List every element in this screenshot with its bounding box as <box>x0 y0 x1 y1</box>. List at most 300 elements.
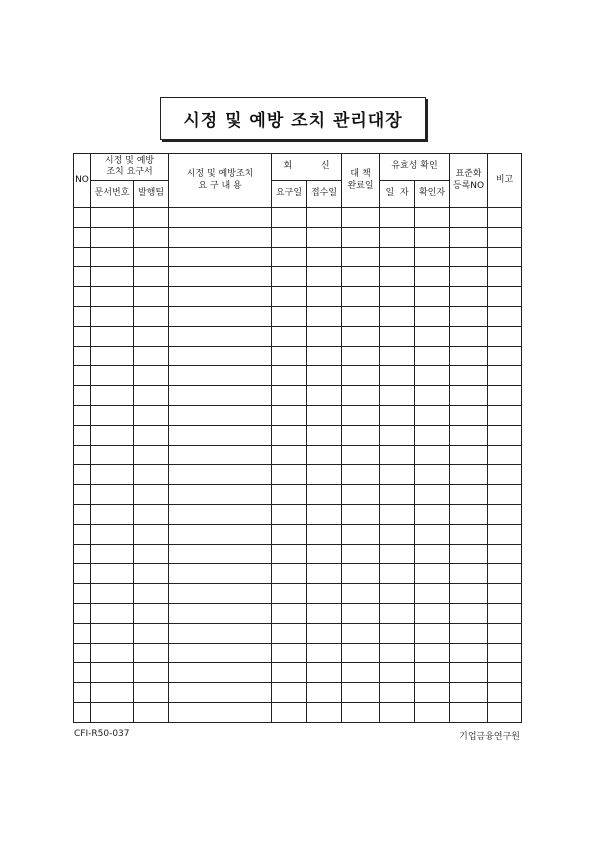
table-cell[interactable] <box>272 584 307 604</box>
table-cell[interactable] <box>169 485 272 505</box>
table-cell[interactable] <box>169 465 272 485</box>
table-cell[interactable] <box>307 485 342 505</box>
table-cell[interactable] <box>450 208 488 228</box>
table-cell[interactable] <box>342 208 380 228</box>
table-cell[interactable] <box>91 465 134 485</box>
table-row <box>74 287 522 307</box>
table-cell[interactable] <box>272 485 307 505</box>
table-cell[interactable] <box>134 564 169 584</box>
table-cell[interactable] <box>74 504 91 524</box>
table-cell[interactable] <box>74 227 91 247</box>
table-cell[interactable] <box>272 306 307 326</box>
table-cell[interactable] <box>342 564 380 584</box>
table-cell[interactable] <box>272 287 307 307</box>
table-cell[interactable] <box>380 445 415 465</box>
table-cell[interactable] <box>450 247 488 267</box>
table-cell[interactable] <box>272 386 307 406</box>
table-cell[interactable] <box>488 584 522 604</box>
table-cell[interactable] <box>415 326 450 346</box>
table-cell[interactable] <box>91 524 134 544</box>
table-cell[interactable] <box>307 386 342 406</box>
table-cell[interactable] <box>488 326 522 346</box>
table-cell[interactable] <box>380 663 415 683</box>
table-cell[interactable] <box>134 287 169 307</box>
table-cell[interactable] <box>488 267 522 287</box>
table-cell[interactable] <box>380 524 415 544</box>
table-cell[interactable] <box>74 366 91 386</box>
table-cell[interactable] <box>380 643 415 663</box>
table-cell[interactable] <box>169 524 272 544</box>
table-cell[interactable] <box>380 603 415 623</box>
table-cell[interactable] <box>134 247 169 267</box>
table-cell[interactable] <box>91 405 134 425</box>
table-cell[interactable] <box>169 346 272 366</box>
table-cell[interactable] <box>272 405 307 425</box>
table-cell[interactable] <box>134 663 169 683</box>
table-cell[interactable] <box>307 564 342 584</box>
table-cell[interactable] <box>488 465 522 485</box>
table-cell[interactable] <box>488 603 522 623</box>
table-row <box>74 524 522 544</box>
table-row <box>74 227 522 247</box>
table-row <box>74 485 522 505</box>
table-cell[interactable] <box>272 603 307 623</box>
table-cell[interactable] <box>272 445 307 465</box>
table-cell[interactable] <box>307 683 342 703</box>
table-cell[interactable] <box>450 544 488 564</box>
table-cell[interactable] <box>134 267 169 287</box>
table-cell[interactable] <box>342 524 380 544</box>
table-cell[interactable] <box>415 346 450 366</box>
table-cell[interactable] <box>415 623 450 643</box>
table-cell[interactable] <box>380 346 415 366</box>
table-cell[interactable] <box>488 306 522 326</box>
table-cell[interactable] <box>488 405 522 425</box>
table-cell[interactable] <box>380 208 415 228</box>
table-cell[interactable] <box>74 386 91 406</box>
table-cell[interactable] <box>450 663 488 683</box>
table-cell[interactable] <box>450 306 488 326</box>
table-cell[interactable] <box>74 524 91 544</box>
table-cell[interactable] <box>134 524 169 544</box>
table-cell[interactable] <box>74 603 91 623</box>
table-cell[interactable] <box>342 643 380 663</box>
table-cell[interactable] <box>307 247 342 267</box>
table-cell[interactable] <box>342 504 380 524</box>
table-cell[interactable] <box>415 564 450 584</box>
table-cell[interactable] <box>91 683 134 703</box>
table-cell[interactable] <box>134 623 169 643</box>
table-row <box>74 346 522 366</box>
table-cell[interactable] <box>450 405 488 425</box>
table-cell[interactable] <box>488 564 522 584</box>
table-cell[interactable] <box>450 425 488 445</box>
table-cell[interactable] <box>450 267 488 287</box>
table-cell[interactable] <box>342 623 380 643</box>
table-cell[interactable] <box>307 445 342 465</box>
table-cell[interactable] <box>272 326 307 346</box>
table-cell[interactable] <box>342 584 380 604</box>
table-cell[interactable] <box>342 702 380 722</box>
table-cell[interactable] <box>488 702 522 722</box>
table-cell[interactable] <box>488 247 522 267</box>
table-cell[interactable] <box>415 603 450 623</box>
table-cell[interactable] <box>74 702 91 722</box>
table-cell[interactable] <box>342 386 380 406</box>
table-cell[interactable] <box>450 465 488 485</box>
table-cell[interactable] <box>91 485 134 505</box>
table-cell[interactable] <box>307 584 342 604</box>
table-cell[interactable] <box>272 544 307 564</box>
table-cell[interactable] <box>415 702 450 722</box>
table-cell[interactable] <box>342 267 380 287</box>
table-cell[interactable] <box>488 544 522 564</box>
table-cell[interactable] <box>380 366 415 386</box>
table-cell[interactable] <box>307 306 342 326</box>
table-cell[interactable] <box>488 485 522 505</box>
table-cell[interactable] <box>134 306 169 326</box>
table-cell[interactable] <box>415 485 450 505</box>
table-cell[interactable] <box>450 524 488 544</box>
table-cell[interactable] <box>415 306 450 326</box>
table-cell[interactable] <box>342 287 380 307</box>
table-cell[interactable] <box>415 267 450 287</box>
table-cell[interactable] <box>134 425 169 445</box>
table-cell[interactable] <box>169 603 272 623</box>
table-cell[interactable] <box>450 386 488 406</box>
table-cell[interactable] <box>169 702 272 722</box>
table-cell[interactable] <box>134 603 169 623</box>
table-cell[interactable] <box>450 366 488 386</box>
table-cell[interactable] <box>380 623 415 643</box>
table-cell[interactable] <box>450 623 488 643</box>
header-standard-line2: 등록NO <box>452 180 485 191</box>
table-cell[interactable] <box>450 287 488 307</box>
table-cell[interactable] <box>272 623 307 643</box>
table-cell[interactable] <box>91 564 134 584</box>
table-cell[interactable] <box>74 346 91 366</box>
table-cell[interactable] <box>169 366 272 386</box>
table-cell[interactable] <box>134 326 169 346</box>
table-row <box>74 584 522 604</box>
table-cell[interactable] <box>380 702 415 722</box>
table-cell[interactable] <box>488 663 522 683</box>
table-cell[interactable] <box>380 227 415 247</box>
table-cell[interactable] <box>169 643 272 663</box>
table-cell[interactable] <box>134 445 169 465</box>
table-cell[interactable] <box>342 683 380 703</box>
table-cell[interactable] <box>488 524 522 544</box>
table-cell[interactable] <box>134 485 169 505</box>
table-cell[interactable] <box>415 663 450 683</box>
table-cell[interactable] <box>307 544 342 564</box>
table-cell[interactable] <box>74 247 91 267</box>
table-cell[interactable] <box>380 326 415 346</box>
table-cell[interactable] <box>134 504 169 524</box>
table-cell[interactable] <box>169 306 272 326</box>
table-cell[interactable] <box>488 643 522 663</box>
table-cell[interactable] <box>488 445 522 465</box>
table-cell[interactable] <box>91 663 134 683</box>
table-cell[interactable] <box>307 663 342 683</box>
table-cell[interactable] <box>272 663 307 683</box>
table-cell[interactable] <box>169 663 272 683</box>
table-cell[interactable] <box>415 683 450 703</box>
header-request-date: 요구일 <box>272 181 307 208</box>
table-cell[interactable] <box>74 425 91 445</box>
table-cell[interactable] <box>307 366 342 386</box>
table-cell[interactable] <box>380 306 415 326</box>
table-cell[interactable] <box>169 504 272 524</box>
table-cell[interactable] <box>169 405 272 425</box>
table-cell[interactable] <box>380 504 415 524</box>
table-cell[interactable] <box>74 683 91 703</box>
table-cell[interactable] <box>415 425 450 445</box>
table-cell[interactable] <box>74 623 91 643</box>
table-cell[interactable] <box>342 247 380 267</box>
table-cell[interactable] <box>488 623 522 643</box>
table-cell[interactable] <box>74 663 91 683</box>
table-cell[interactable] <box>488 366 522 386</box>
table-cell[interactable] <box>415 445 450 465</box>
table-cell[interactable] <box>134 702 169 722</box>
table-cell[interactable] <box>91 247 134 267</box>
table-cell[interactable] <box>307 227 342 247</box>
table-cell[interactable] <box>169 584 272 604</box>
table-row <box>74 386 522 406</box>
table-cell[interactable] <box>74 306 91 326</box>
table-cell[interactable] <box>415 366 450 386</box>
table-cell[interactable] <box>307 346 342 366</box>
table-cell[interactable] <box>450 564 488 584</box>
table-cell[interactable] <box>91 702 134 722</box>
table-cell[interactable] <box>169 247 272 267</box>
table-cell[interactable] <box>134 465 169 485</box>
table-cell[interactable] <box>307 405 342 425</box>
table-cell[interactable] <box>169 208 272 228</box>
table-cell[interactable] <box>415 465 450 485</box>
table-cell[interactable] <box>169 564 272 584</box>
table-cell[interactable] <box>342 603 380 623</box>
table-cell[interactable] <box>488 386 522 406</box>
table-cell[interactable] <box>450 702 488 722</box>
table-cell[interactable] <box>488 208 522 228</box>
table-cell[interactable] <box>272 208 307 228</box>
table-cell[interactable] <box>415 643 450 663</box>
table-cell[interactable] <box>74 485 91 505</box>
table-cell[interactable] <box>488 227 522 247</box>
table-cell[interactable] <box>342 485 380 505</box>
table-cell[interactable] <box>91 425 134 445</box>
table-cell[interactable] <box>488 504 522 524</box>
table-cell[interactable] <box>307 465 342 485</box>
table-cell[interactable] <box>380 544 415 564</box>
table-cell[interactable] <box>272 227 307 247</box>
table-cell[interactable] <box>415 386 450 406</box>
table-cell[interactable] <box>74 544 91 564</box>
table-cell[interactable] <box>415 544 450 564</box>
table-cell[interactable] <box>74 584 91 604</box>
table-cell[interactable] <box>307 326 342 346</box>
table-cell[interactable] <box>134 683 169 703</box>
header-issuing-team: 발행팀 <box>134 181 169 208</box>
table-cell[interactable] <box>272 425 307 445</box>
table-cell[interactable] <box>307 603 342 623</box>
table-cell[interactable] <box>169 386 272 406</box>
table-cell[interactable] <box>488 346 522 366</box>
table-cell[interactable] <box>380 425 415 445</box>
table-cell[interactable] <box>342 425 380 445</box>
table-cell[interactable] <box>307 524 342 544</box>
table-cell[interactable] <box>380 465 415 485</box>
table-cell[interactable] <box>134 366 169 386</box>
table-cell[interactable] <box>91 366 134 386</box>
table-cell[interactable] <box>415 287 450 307</box>
table-cell[interactable] <box>342 306 380 326</box>
table-cell[interactable] <box>272 267 307 287</box>
table-cell[interactable] <box>450 603 488 623</box>
table-cell[interactable] <box>488 425 522 445</box>
table-cell[interactable] <box>307 702 342 722</box>
table-cell[interactable] <box>450 346 488 366</box>
table-cell[interactable] <box>415 227 450 247</box>
table-cell[interactable] <box>307 623 342 643</box>
table-cell[interactable] <box>91 504 134 524</box>
table-cell[interactable] <box>74 208 91 228</box>
table-cell[interactable] <box>380 386 415 406</box>
table-cell[interactable] <box>169 287 272 307</box>
table-cell[interactable] <box>272 702 307 722</box>
table-cell[interactable] <box>380 485 415 505</box>
table-cell[interactable] <box>91 386 134 406</box>
table-cell[interactable] <box>488 683 522 703</box>
table-cell[interactable] <box>91 346 134 366</box>
table-cell[interactable] <box>169 267 272 287</box>
table-cell[interactable] <box>415 584 450 604</box>
table-cell[interactable] <box>74 267 91 287</box>
table-cell[interactable] <box>450 227 488 247</box>
table-cell[interactable] <box>91 287 134 307</box>
table-cell[interactable] <box>74 405 91 425</box>
table-cell[interactable] <box>272 564 307 584</box>
table-cell[interactable] <box>272 465 307 485</box>
table-cell[interactable] <box>415 504 450 524</box>
table-cell[interactable] <box>342 366 380 386</box>
table-cell[interactable] <box>134 405 169 425</box>
table-cell[interactable] <box>169 227 272 247</box>
table-cell[interactable] <box>415 247 450 267</box>
table-cell[interactable] <box>74 287 91 307</box>
table-cell[interactable] <box>134 643 169 663</box>
table-cell[interactable] <box>307 425 342 445</box>
table-cell[interactable] <box>134 386 169 406</box>
table-cell[interactable] <box>342 227 380 247</box>
table-cell[interactable] <box>342 544 380 564</box>
table-cell[interactable] <box>380 267 415 287</box>
table-cell[interactable] <box>91 306 134 326</box>
table-cell[interactable] <box>272 524 307 544</box>
table-cell[interactable] <box>169 445 272 465</box>
table-cell[interactable] <box>342 326 380 346</box>
table-cell[interactable] <box>342 465 380 485</box>
table-cell[interactable] <box>74 326 91 346</box>
table-cell[interactable] <box>415 208 450 228</box>
table-cell[interactable] <box>307 643 342 663</box>
table-cell[interactable] <box>134 227 169 247</box>
table-cell[interactable] <box>134 346 169 366</box>
table-cell[interactable] <box>488 287 522 307</box>
table-cell[interactable] <box>415 405 450 425</box>
table-cell[interactable] <box>307 287 342 307</box>
table-cell[interactable] <box>134 208 169 228</box>
table-cell[interactable] <box>380 247 415 267</box>
table-cell[interactable] <box>450 643 488 663</box>
table-cell[interactable] <box>342 663 380 683</box>
table-cell[interactable] <box>74 564 91 584</box>
table-cell[interactable] <box>169 683 272 703</box>
table-cell[interactable] <box>74 643 91 663</box>
table-cell[interactable] <box>91 584 134 604</box>
table-cell[interactable] <box>380 683 415 703</box>
header-content-line1: 시정 및 예방조치 <box>186 169 254 180</box>
table-cell[interactable] <box>272 643 307 663</box>
table-cell[interactable] <box>380 405 415 425</box>
table-cell[interactable] <box>307 208 342 228</box>
table-row <box>74 564 522 584</box>
table-cell[interactable] <box>450 683 488 703</box>
table-cell[interactable] <box>134 544 169 564</box>
table-cell[interactable] <box>272 346 307 366</box>
table-cell[interactable] <box>380 584 415 604</box>
table-cell[interactable] <box>272 683 307 703</box>
table-cell[interactable] <box>450 504 488 524</box>
table-row <box>74 445 522 465</box>
table-cell[interactable] <box>307 267 342 287</box>
table-cell[interactable] <box>272 366 307 386</box>
table-cell[interactable] <box>91 227 134 247</box>
table-cell[interactable] <box>91 643 134 663</box>
table-cell[interactable] <box>169 326 272 346</box>
table-cell[interactable] <box>380 564 415 584</box>
table-cell[interactable] <box>74 465 91 485</box>
table-cell[interactable] <box>91 326 134 346</box>
table-cell[interactable] <box>91 445 134 465</box>
table-cell[interactable] <box>91 544 134 564</box>
table-cell[interactable] <box>450 326 488 346</box>
table-cell[interactable] <box>272 504 307 524</box>
table-cell[interactable] <box>169 544 272 564</box>
table-cell[interactable] <box>134 584 169 604</box>
table-cell[interactable] <box>272 247 307 267</box>
table-cell[interactable] <box>342 445 380 465</box>
table-cell[interactable] <box>342 346 380 366</box>
table-cell[interactable] <box>450 485 488 505</box>
table-cell[interactable] <box>307 504 342 524</box>
table-cell[interactable] <box>74 445 91 465</box>
table-cell[interactable] <box>91 267 134 287</box>
table-cell[interactable] <box>450 445 488 465</box>
table-cell[interactable] <box>91 623 134 643</box>
table-cell[interactable] <box>415 524 450 544</box>
table-cell[interactable] <box>91 603 134 623</box>
title-text: 시정 및 예방 조치 관리대장 <box>183 111 403 131</box>
table-cell[interactable] <box>169 425 272 445</box>
table-cell[interactable] <box>91 208 134 228</box>
table-cell[interactable] <box>450 584 488 604</box>
table-cell[interactable] <box>342 405 380 425</box>
table-cell[interactable] <box>380 287 415 307</box>
table-cell[interactable] <box>169 623 272 643</box>
